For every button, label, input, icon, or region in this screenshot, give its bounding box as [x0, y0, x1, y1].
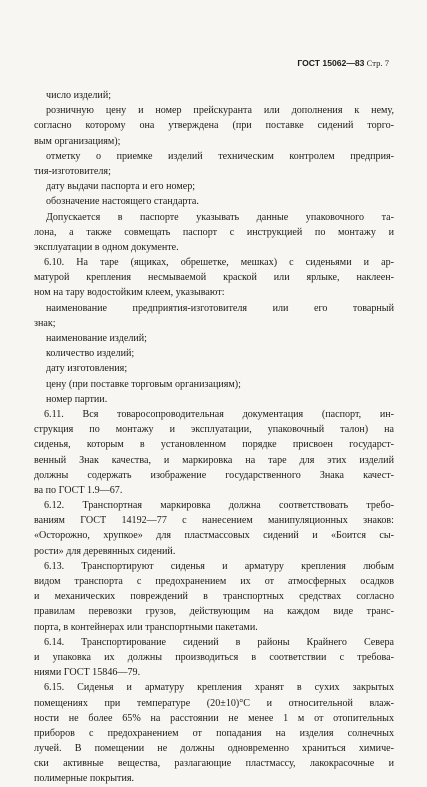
page-header [297, 58, 389, 68]
text-line: ниями ГОСТ 15846—79. [34, 667, 141, 679]
text-line: венный Знак качества, и маркировка на таре для этих изделий [34, 454, 394, 466]
text-line: ски активные вещества, разлагающие пластмассу, лакокрасочные и [34, 758, 394, 770]
text-line: видом транспорта с предохранением их от атмосферных осадков [34, 576, 394, 587]
document-body [34, 88, 394, 787]
text-line: ном на тару водостойким клеем, указывают: [34, 287, 225, 299]
text-line: вым организациям); [34, 135, 121, 147]
text-line: номер партии. [46, 393, 108, 405]
text-line: матурой крепления несмываемой краской или ярлыке, наклеен- [34, 272, 394, 284]
text-line: ва по ГОСТ 1.9—67. [34, 484, 123, 496]
text-line: 6.13. Транспортируют сиденья и арматуру крепления любым [44, 560, 394, 572]
text-line: и упаковка их должны производиться в соответствии с требова- [34, 651, 394, 663]
text-line: дату выдачи паспорта и его номер; [46, 181, 196, 193]
text-line: струкция по монтажу и эксплуатации, упаковочный талон) на [34, 424, 394, 436]
text-line: количество изделий; [46, 348, 135, 360]
text-line: помещениях при температуре (20±10)°С и относительной влаж- [34, 697, 394, 709]
text-line: лучей. В помещении не должны одновременно храниться химиче- [34, 743, 394, 755]
text-line: ваниям ГОСТ 14192—77 с нанесением манипуляционных знаков: [34, 515, 394, 527]
text-line: тия-изготовителя; [34, 165, 111, 177]
text-line: эксплуатации в одном документе. [34, 241, 179, 253]
text-line: полимерные покрытия. [34, 773, 135, 785]
text-line: лона, а также совмещать паспорт с инструкцией по монтажу и [34, 226, 394, 238]
text-line: знак; [34, 317, 56, 329]
text-line: «Осторожно, хрупкое» для пластмассовых сидений и «Боится сы- [34, 530, 394, 542]
text-line: дату изготовления; [46, 363, 128, 375]
text-line: отметку о приемке изделий техническим контролем предприя- [46, 150, 394, 162]
text-line: правилам перевозки грузов, действующим на каждом виде транс- [34, 606, 394, 618]
text-line: должны содержать изображение государственного Знака качест- [34, 469, 394, 481]
text-line: сиденья, которым в установленном порядке присвоен государст- [34, 439, 394, 451]
text-line: число изделий; [46, 90, 112, 101]
text-line: ности не более 65% на расстоянии не менее 1 м от отопительных [34, 712, 394, 724]
page-number: Стр. 7 [366, 58, 389, 68]
text-line: 6.15. Сиденья и арматуру крепления хранят в сухих закрытых [44, 682, 394, 694]
text-line: 6.10. На таре (ящиках, обрешетке, мешках) с сиденьями и ар- [44, 257, 394, 269]
text-line: Допускается в паспорте указывать данные упаковочного та- [46, 211, 394, 223]
text-line: 6.11. Вся товаросопроводительная документация (паспорт, ин- [44, 408, 394, 420]
text-line: наименование изделий; [46, 333, 147, 344]
text-line: обозначение настоящего стандарта. [46, 196, 199, 208]
text-line: цену (при поставке торговым организациям); [46, 378, 241, 390]
text-line: приборов с предохранением от попадания на изделия солнечных [34, 727, 394, 739]
text-line: и механических повреждений в транспортных средствах согласно [34, 591, 394, 603]
text-line: наименование предприятия-изготовителя или его товарный [46, 302, 394, 314]
standard-number: ГОСТ 15062—83 [297, 58, 365, 68]
text-line: 6.14. Транспортирование сидений в районы Крайнего Севера [44, 636, 394, 648]
text-line: рости» для деревянных сидений. [34, 545, 176, 557]
text-line: согласно которому она утверждена (при поставке сидений торго- [34, 120, 394, 132]
text-line: розничную цену и номер прейскуранта или дополнения к нему, [46, 105, 394, 117]
text-line: порта, в контейнерах или транспортными пакетами. [34, 621, 258, 633]
text-line: 6.12. Транспортная маркировка должна соответствовать требо- [44, 500, 394, 512]
